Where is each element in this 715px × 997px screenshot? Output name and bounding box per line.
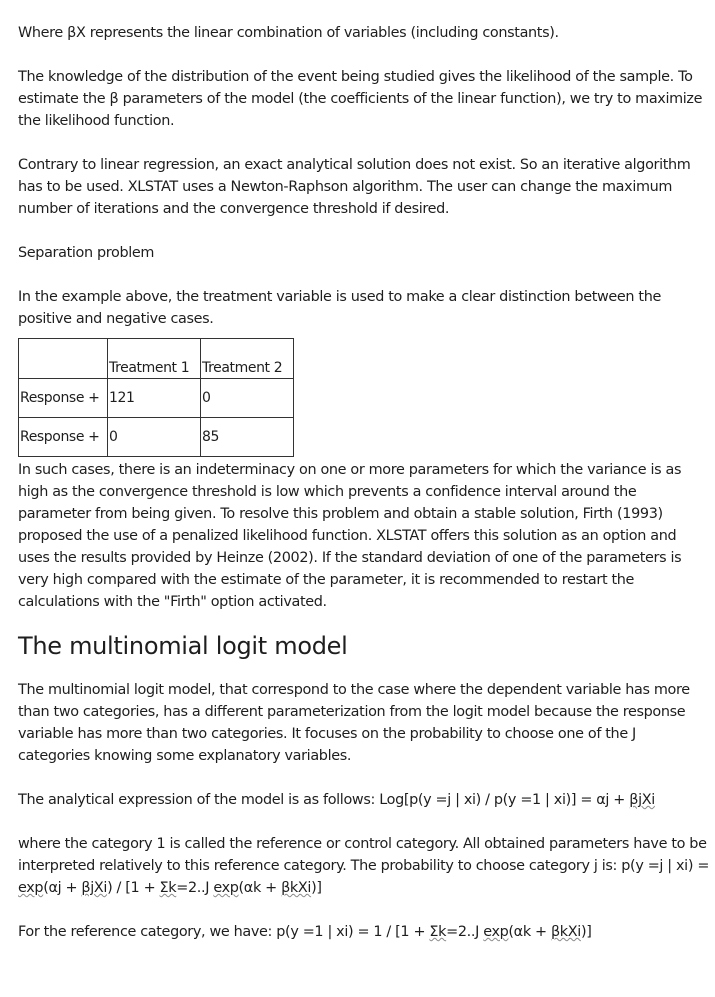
table-cell: Response + [19,379,108,418]
table-header-cell: Treatment 2 [201,339,294,379]
formula-term: βjXi [629,792,655,808]
intro-paragraph: Where βX represents the linear combination of variables (including constants). [18,25,559,41]
formula-text: )] [580,924,592,940]
formula-term: exp [483,924,509,940]
separation-table [18,338,294,457]
likelihood-paragraph: The knowledge of the distribution of the event being studied gives the likelihood of the sample. To estimate the β parameters of the model (the coefficients of the linear function), we try to maximize the likelihood function. [18,69,703,129]
iterative-paragraph: Contrary to linear regression, an exact analytical solution does not exist. So an iterative algorithm has to be used. XLSTAT uses a Newton-Raphson algorithm. The user can change the maximum number of iterations and the convergence threshold if desired. [18,157,691,217]
table-cell: 121 [108,379,201,418]
table-header-cell [19,339,108,379]
formula-text: ) / [1 + [107,880,160,896]
table-row [19,379,294,418]
formula-text: )] [311,880,322,896]
reference-probability-paragraph [18,921,710,943]
formula-term: exp [213,880,239,896]
formula-term: Σk [159,880,177,896]
table-header-row [19,339,294,379]
table-cell: 85 [201,418,294,457]
formula-term: exp [18,880,44,896]
analytical-expression-text: The analytical expression of the model is as follows: Log[p(y =j | xi) / p(y =1 | xi)] = αj + [18,792,630,808]
formula-term: βkXi [550,924,581,940]
table-cell: Response + [19,418,108,457]
reference-category-paragraph [18,833,710,899]
formula-text: (αk + [508,924,551,940]
formula-term: Σk [429,924,447,940]
reference-category-text: where the category 1 is called the reference or control category. All obtained parameters have to be interpreted relatively to this reference category. The probability to choose category j is: p(y =j | xi) = [18,836,710,874]
analytical-expression-paragraph [18,789,710,811]
formula-text: (αj + [43,880,82,896]
formula-text: =2..J [176,880,214,896]
table-header-cell: Treatment 1 [108,339,201,379]
formula-text: (αk + [238,880,282,896]
indeterminacy-paragraph: In such cases, there is an indeterminacy on one or more parameters for which the variance is as high as the convergence threshold is low which prevents a confidence interval around the parameter from being given. To resolve this problem and obtain a stable solution, Firth (1993) proposed the use of a penalized likelihood function. XLSTAT offers this solution as an option and uses the results provided by Heinze (2002). If the standard deviation of one of the parameters is very high compared with the estimate of the parameter, it is recommended to restart the calculations with the "Firth" option activated. [18,462,682,610]
multinomial-paragraph: The multinomial logit model, that correspond to the case where the dependent variable has more than two categories, has a different parameterization from the logit model because the response variable has more than two categories. It focuses on the probability to choose one of the J categories knowing some explanatory variables. [18,682,690,764]
document-body [18,22,710,943]
formula-term: βkXi [281,880,312,896]
formula-term: βjXi [81,880,108,896]
table-cell: 0 [201,379,294,418]
separation-heading: Separation problem [18,245,155,261]
table-cell: 0 [108,418,201,457]
multinomial-heading: The multinomial logit model [18,632,348,660]
reference-probability-text: For the reference category, we have: p(y =1 | xi) = 1 / [1 + [18,924,430,940]
formula-text: =2..J [446,924,484,940]
table-row [19,418,294,457]
separation-intro-paragraph: In the example above, the treatment variable is used to make a clear distinction between the positive and negative cases. [18,289,661,327]
